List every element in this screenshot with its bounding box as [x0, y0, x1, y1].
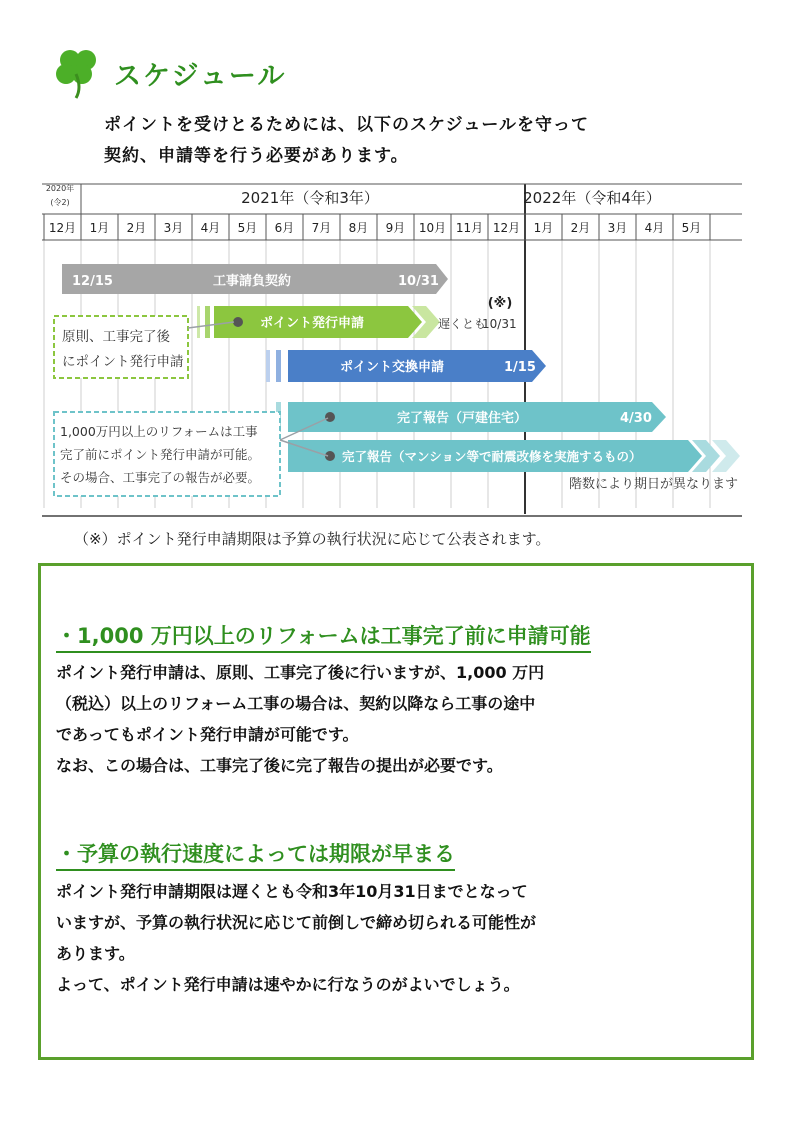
month-label: 2月: [570, 221, 591, 235]
contract-label: 工事請負契約: [212, 274, 292, 289]
exchange-end-label: 1/15: [504, 360, 536, 375]
month-label: 11月: [455, 221, 484, 235]
month-label: 3月: [163, 221, 184, 235]
point-app-marker: [233, 317, 243, 327]
year-2022-label: 2022年（令和4年）: [523, 189, 661, 207]
month-label: 12月: [48, 221, 77, 235]
month-label: 7月: [311, 221, 332, 235]
section2-line: あります。: [56, 944, 135, 963]
exchange-stripe: [276, 350, 281, 382]
point-app-end-label: 10/31: [482, 317, 517, 331]
report-mansion-label: 完了報告（マンション等で耐震改修を実施するもの）: [342, 449, 642, 464]
callout-principle-line: 原則、工事完了後: [62, 329, 170, 345]
section2-body: [56, 876, 746, 1000]
callout-large-reform-line: 完了前にポイント発行申請が可能。: [60, 447, 261, 462]
month-label: 4月: [200, 221, 221, 235]
intro-text: [104, 110, 724, 172]
year-2020-label: 2020年: [45, 184, 75, 193]
month-label: 5月: [237, 221, 258, 235]
callout-large-reform-line: その場合、工事完了の報告が必要。: [60, 470, 261, 485]
exchange-label: ポイント交換申請: [339, 360, 445, 375]
contract-start-label: 12/15: [72, 274, 113, 289]
month-label: 1月: [533, 221, 554, 235]
footnote: （※）ポイント発行申請期限は予算の執行状況に応じて公表されます。: [74, 530, 551, 548]
report-house-marker: [325, 412, 335, 422]
month-label: 12月: [492, 221, 521, 235]
point-app-stripe: [197, 306, 200, 338]
section1-line: （税込）以上のリフォーム工事の場合は、契約以降なら工事の途中: [56, 694, 536, 713]
month-label: 9月: [385, 221, 406, 235]
month-label: 6月: [274, 221, 295, 235]
callout-large-reform-line: 1,000万円以上のリフォームは工事: [60, 424, 258, 439]
section-header: [52, 44, 452, 100]
intro-line: ポイントを受けとるためには、以下のスケジュールを守って: [104, 115, 589, 135]
contract-end-label: 10/31: [398, 274, 439, 289]
month-label: 8月: [348, 221, 369, 235]
year-2021-label: 2021年（令和3年）: [241, 189, 379, 207]
report-mansion-note: 階数により期日が異なります: [569, 477, 739, 492]
report-house-label: 完了報告（戸建住宅）: [396, 411, 528, 426]
year-row: [46, 183, 661, 207]
point-app-mark: (※): [487, 296, 513, 311]
point-app-deadline-note: 遅くとも: [438, 317, 487, 331]
month-label: 3月: [607, 221, 628, 235]
point-application-label: ポイント発行申請: [259, 316, 365, 331]
callout-principle-line: にポイント発行申請: [62, 354, 184, 370]
month-label: 4月: [644, 221, 665, 235]
intro-line: 契約、申請等を行う必要があります。: [104, 146, 409, 166]
section1-line: であってもポイント発行申請が可能です。: [56, 725, 359, 744]
section1-line: なお、この場合は、工事完了後に完了報告の提出が必要です。: [56, 756, 503, 775]
section1-line: ポイント発行申請は、原則、工事完了後に行いますが、1,000 万円: [56, 663, 545, 682]
section2-heading: ・予算の執行速度によっては期限が早まる: [56, 838, 455, 871]
section1-heading: ・1,000 万円以上のリフォームは工事完了前に申請可能: [56, 620, 591, 653]
exchange-stripe: [266, 350, 270, 382]
clover-icon: [52, 44, 108, 100]
month-label: 10月: [418, 221, 447, 235]
section1-body: [56, 657, 746, 781]
page-title: スケジュール: [114, 61, 287, 92]
month-label: 5月: [681, 221, 702, 235]
section2-line: いますが、予算の執行状況に応じて前倒しで締め切られる可能性が: [56, 913, 537, 932]
month-label: 2月: [126, 221, 147, 235]
schedule-chart: [42, 178, 742, 520]
reiwa2-label: (令2): [50, 198, 70, 207]
section2-line: よって、ポイント発行申請は速やかに行なうのがよいでしょう。: [56, 975, 520, 994]
section2-line: ポイント発行申請期限は遅くとも令和3年10月31日までとなって: [56, 882, 528, 901]
report-house-end-label: 4/30: [620, 411, 652, 426]
month-label: 1月: [89, 221, 110, 235]
point-app-stripe: [205, 306, 210, 338]
